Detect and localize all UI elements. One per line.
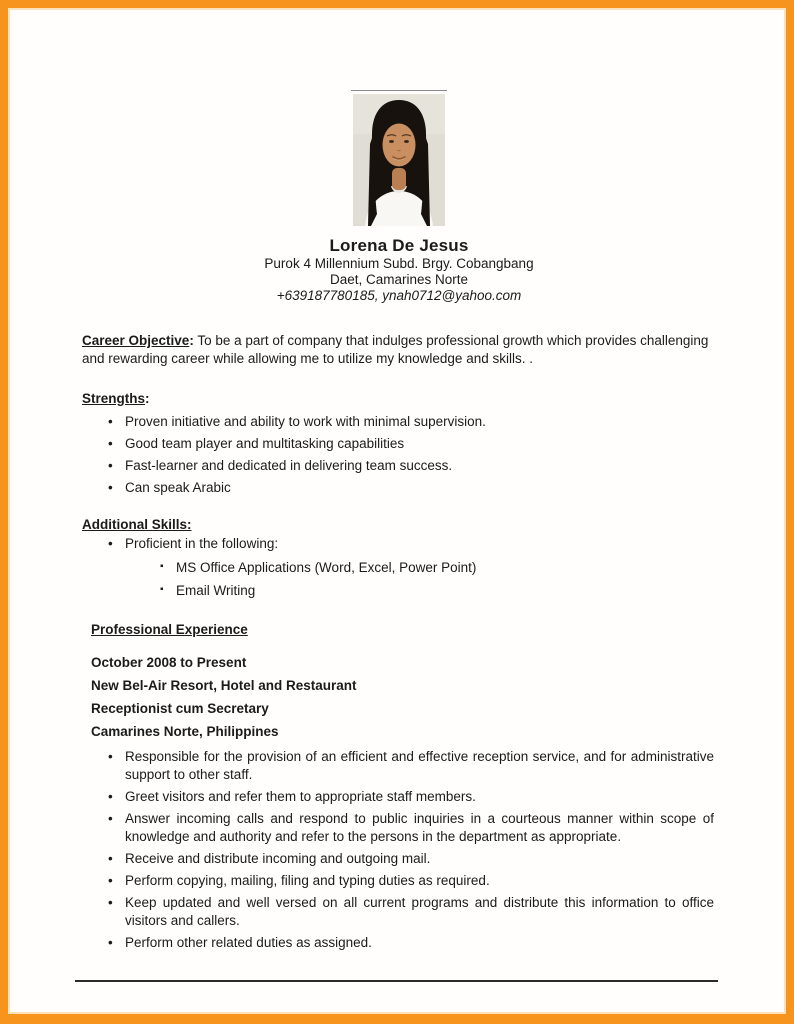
experience-duties-list bbox=[82, 748, 716, 952]
experience-position: Receptionist cum Secretary bbox=[91, 701, 269, 716]
experience-heading-row bbox=[91, 621, 716, 638]
photo-block bbox=[82, 90, 716, 304]
contact-line: +639187780185, ynah0712@yahoo.com bbox=[276, 288, 522, 303]
additional-skills-list bbox=[82, 535, 716, 552]
experience-details bbox=[91, 654, 716, 740]
footer-rule bbox=[75, 980, 718, 982]
strength-item: • Proven initiative and ability to work with minimal supervision. bbox=[82, 413, 716, 430]
duty-item: • Greet visitors and refer them to appropriate staff members. bbox=[82, 788, 716, 806]
section-career-objective bbox=[82, 332, 716, 368]
resume-content bbox=[8, 90, 786, 952]
duty-item: • Answer incoming calls and respond to public inquiries in a courteous manner within scope of knowledge and authority and refer to the persons in the department as appropriate. bbox=[82, 810, 716, 846]
skills-sub-item: ▪ Email Writing bbox=[82, 582, 716, 599]
strength-item: • Can speak Arabic bbox=[82, 479, 716, 496]
duty-item: • Responsible for the provision of an efficient and effective reception service, and for administrative support to other staff. bbox=[82, 748, 716, 784]
applicant-name: Lorena De Jesus bbox=[329, 236, 469, 255]
skills-intro-item: • Proficient in the following: bbox=[82, 535, 716, 552]
name-block bbox=[82, 236, 716, 304]
strengths-heading-row bbox=[82, 390, 716, 407]
duty-item: • Perform copying, mailing, filing and typing duties as required. bbox=[82, 872, 716, 890]
strength-item: • Good team player and multitasking capabilities bbox=[82, 435, 716, 452]
applicant-photo bbox=[353, 94, 445, 226]
duty-item: • Keep updated and well versed on all current programs and distribute this information to office visitors and callers. bbox=[82, 894, 716, 930]
experience-period: October 2008 to Present bbox=[91, 655, 247, 670]
duty-item: • Receive and distribute incoming and outgoing mail. bbox=[82, 850, 716, 868]
address-line-1: Purok 4 Millennium Subd. Brgy. Cobangbang bbox=[264, 256, 534, 271]
strengths-list bbox=[82, 413, 716, 496]
photo-top-rule bbox=[351, 90, 447, 91]
career-objective-heading: Career Objective bbox=[82, 333, 190, 348]
section-professional-experience bbox=[82, 621, 716, 952]
additional-skills-heading-row bbox=[82, 516, 716, 533]
section-strengths bbox=[82, 390, 716, 496]
skills-sub-item: ▪ MS Office Applications (Word, Excel, Power Point) bbox=[82, 559, 716, 576]
duty-item: • Perform other related duties as assigned. bbox=[82, 934, 716, 952]
career-objective-text: To be a part of company that indulges professional growth which provides challenging and rewarding career while allowing me to utilize my knowledge and skills. . bbox=[82, 333, 709, 366]
strengths-heading: Strengths bbox=[82, 391, 146, 406]
skills-sub-list bbox=[82, 559, 716, 599]
strength-item: • Fast-learner and dedicated in delivering team success. bbox=[82, 457, 716, 474]
additional-skills-heading: Additional Skills: bbox=[82, 517, 192, 532]
address-line-2: Daet, Camarines Norte bbox=[329, 272, 469, 287]
experience-company: New Bel-Air Resort, Hotel and Restaurant bbox=[91, 678, 357, 693]
strengths-colon: : bbox=[145, 391, 150, 406]
experience-heading: Professional Experience bbox=[91, 622, 248, 637]
career-objective-colon: : bbox=[189, 333, 194, 348]
experience-location: Camarines Norte, Philippines bbox=[91, 724, 279, 739]
section-additional-skills bbox=[82, 516, 716, 599]
